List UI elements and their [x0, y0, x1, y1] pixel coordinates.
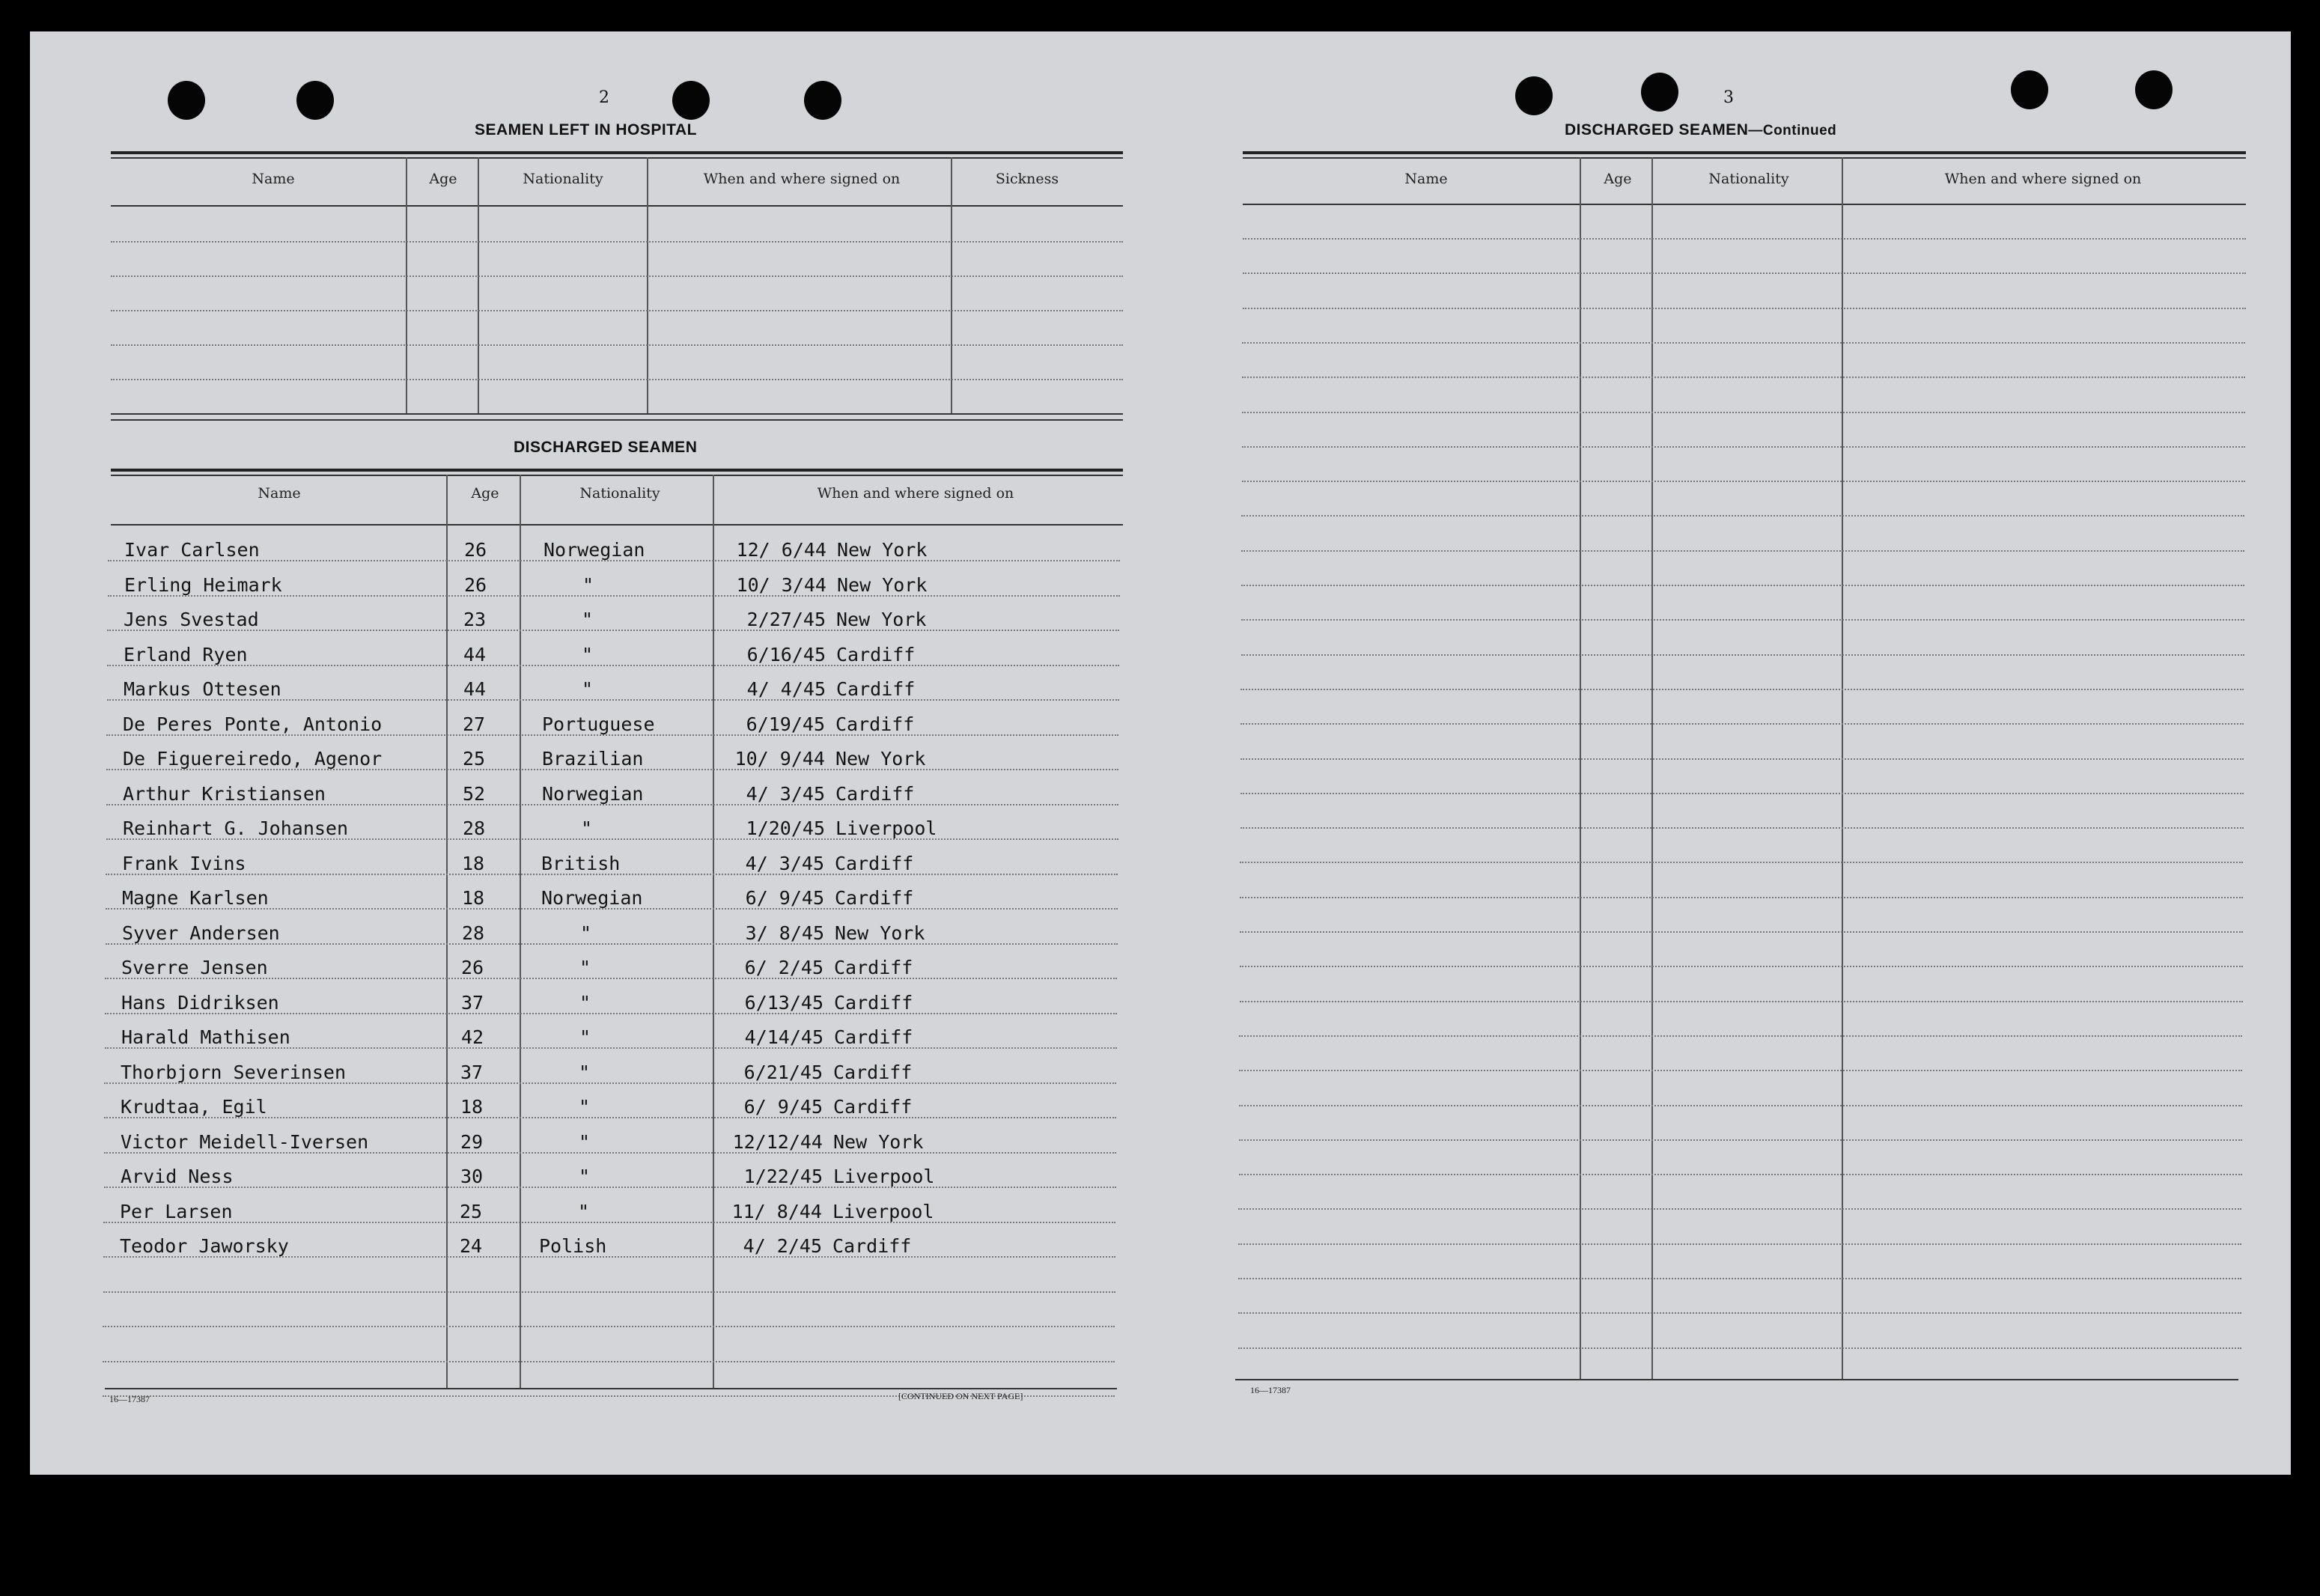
seaman-age: 44: [463, 644, 487, 665]
seaman-name: Krudtaa, Egil: [121, 1096, 267, 1118]
row-line: [1239, 1174, 2242, 1175]
seaman-age: 29: [460, 1131, 484, 1153]
seaman-name: Harald Mathisen: [121, 1026, 290, 1048]
seaman-name: Jens Svestad: [124, 609, 259, 630]
seaman-nationality: British: [541, 853, 621, 874]
row-line: [1239, 1070, 2242, 1071]
seaman-nationality: Norwegian: [542, 783, 644, 805]
hospital-col-sickness: Sickness: [995, 171, 1059, 187]
seaman-name: Hans Didriksen: [121, 992, 279, 1014]
row-line: [1240, 827, 2244, 829]
seaman-signed-date: 3/ 8/45: [745, 922, 824, 944]
seaman-nationality: ": [582, 644, 594, 665]
seaman-name: Syver Andersen: [122, 922, 280, 944]
seaman-nationality: ": [579, 1166, 591, 1187]
continued-col-age: Age: [1604, 171, 1632, 187]
punch-hole: [2135, 70, 2173, 109]
seaman-name: Arvid Ness: [121, 1166, 234, 1187]
seaman-nationality: ": [578, 1201, 590, 1222]
seaman-age: 37: [460, 1062, 484, 1083]
punch-hole: [1515, 76, 1553, 115]
discharged-col-age: Age: [471, 485, 499, 502]
punch-hole: [168, 81, 205, 120]
seaman-age: 28: [463, 817, 486, 839]
seaman-signed-date: 10/ 3/44: [736, 574, 826, 596]
seaman-signed-date: 6/ 2/45: [744, 957, 823, 978]
discharged-col-nationality: Nationality: [579, 485, 660, 502]
seaman-age: 30: [460, 1166, 484, 1187]
seaman-signed-place: Liverpool: [833, 1166, 935, 1187]
seaman-signed-place: New York: [837, 539, 928, 561]
seaman-signed-date: 4/ 3/45: [746, 783, 825, 805]
row-line: [1240, 723, 2244, 725]
seaman-signed-date: 6/ 9/45: [745, 887, 824, 909]
row-line: [1242, 481, 2245, 482]
seaman-nationality: ": [579, 1131, 591, 1153]
row-line: [1239, 1035, 2242, 1037]
row-line: [1240, 758, 2244, 760]
seaman-signed-date: 6/13/45: [744, 992, 823, 1014]
continued-col-signed-on: When and where signed on: [1944, 171, 2142, 187]
document-sheet: [30, 31, 2291, 1475]
seaman-nationality: ": [581, 817, 593, 839]
row-line: [1239, 1105, 2242, 1106]
seaman-nationality: ": [579, 1062, 591, 1083]
seaman-name: Thorbjorn Severinsen: [121, 1062, 347, 1083]
seaman-signed-date: 10/ 9/44: [734, 748, 825, 770]
seaman-name: Magne Karlsen: [122, 887, 269, 909]
row-line: [1241, 654, 2244, 656]
seaman-nationality: ": [582, 574, 594, 596]
seaman-name: Victor Meidell-Iversen: [121, 1131, 369, 1153]
hospital-col-nationality: Nationality: [523, 171, 603, 187]
seaman-signed-date: 12/12/44: [732, 1131, 823, 1153]
seaman-nationality: Portuguese: [542, 713, 655, 735]
row-line: [1238, 1278, 2241, 1279]
row-line: [1242, 446, 2245, 448]
page-number: 3: [1723, 88, 1734, 107]
row-line: [1240, 931, 2243, 933]
hospital-col-signed-on: When and where signed on: [703, 171, 901, 187]
seaman-signed-date: 4/ 4/45: [746, 678, 826, 700]
seaman-age: 18: [460, 1096, 484, 1118]
punch-hole: [804, 81, 841, 120]
row-line: [1240, 862, 2243, 863]
row-line: [1240, 689, 2244, 690]
row-line: [1241, 550, 2244, 552]
seaman-nationality: Polish: [539, 1235, 607, 1257]
seaman-nationality: ": [579, 957, 591, 978]
seaman-age: 42: [461, 1026, 484, 1048]
seaman-signed-date: 6/19/45: [746, 713, 825, 735]
row-line: [1241, 619, 2244, 621]
seaman-signed-place: Cardiff: [835, 713, 915, 735]
seaman-signed-place: Cardiff: [832, 1235, 912, 1257]
seaman-signed-place: New York: [833, 1131, 924, 1153]
punch-hole: [2011, 70, 2048, 109]
seaman-signed-date: 1/22/45: [743, 1166, 823, 1187]
seaman-nationality: ": [579, 1026, 591, 1048]
row-line: [1238, 1208, 2241, 1210]
seaman-name: Teodor Jaworsky: [120, 1235, 289, 1257]
seaman-age: 37: [461, 992, 484, 1014]
row-line: [1241, 585, 2244, 586]
row-line: [103, 1222, 1115, 1223]
seaman-age: 26: [464, 539, 487, 561]
discharged-col-signed-on: When and where signed on: [817, 485, 1014, 502]
seaman-signed-date: 6/ 9/45: [743, 1096, 823, 1118]
seaman-name: Erling Heimark: [124, 574, 282, 596]
continued-title-suffix: —Continued: [1748, 123, 1837, 138]
row-line: [104, 1187, 1116, 1188]
seaman-signed-place: Cardiff: [835, 783, 915, 805]
seaman-signed-place: New York: [835, 922, 925, 944]
continued-col-nationality: Nationality: [1708, 171, 1789, 187]
hospital-col-age: Age: [429, 171, 457, 187]
seaman-nationality: ": [582, 678, 594, 700]
hospital-col-name: Name: [252, 171, 295, 187]
seaman-signed-place: Liverpool: [832, 1201, 934, 1222]
row-line: [103, 1361, 1115, 1362]
row-line: [1241, 515, 2244, 517]
row-line: [1243, 308, 2246, 309]
punch-hole: [296, 81, 334, 120]
seaman-signed-place: Cardiff: [833, 1062, 913, 1083]
seaman-signed-place: Cardiff: [834, 992, 913, 1014]
seaman-name: Reinhart G. Johansen: [123, 817, 349, 839]
row-line: [1238, 1243, 2241, 1245]
seaman-name: Per Larsen: [120, 1201, 233, 1222]
discharged-section-title: DISCHARGED SEAMEN: [514, 439, 698, 456]
seaman-age: 25: [460, 1201, 483, 1222]
seaman-nationality: Norwegian: [544, 539, 645, 561]
seaman-signed-date: 6/16/45: [746, 644, 826, 665]
discharged-col-name: Name: [258, 485, 301, 502]
seaman-age: 26: [464, 574, 487, 596]
row-line: [107, 630, 1119, 631]
continued-section-title: [1565, 121, 1836, 139]
seaman-age: 44: [463, 678, 487, 700]
seaman-signed-date: 4/ 3/45: [745, 853, 824, 874]
seaman-age: 23: [463, 609, 487, 630]
row-line: [1242, 342, 2245, 344]
row-line: [1240, 1001, 2243, 1002]
page-number: 2: [599, 88, 609, 107]
seaman-signed-place: Cardiff: [836, 644, 916, 665]
seaman-age: 25: [463, 748, 486, 770]
row-line: [1238, 1312, 2241, 1314]
seaman-name: Arthur Kristiansen: [123, 783, 326, 805]
row-line: [1243, 272, 2246, 274]
row-line: [1240, 793, 2244, 794]
continued-col-name: Name: [1404, 171, 1448, 187]
form-number: 16—17387: [109, 1394, 150, 1404]
seaman-signed-date: 6/21/45: [743, 1062, 823, 1083]
continued-title-main: DISCHARGED SEAMEN: [1565, 121, 1749, 138]
seaman-age: 24: [460, 1235, 483, 1257]
seaman-signed-date: 1/20/45: [746, 817, 825, 839]
punch-hole: [1641, 73, 1678, 112]
row-line: [103, 1326, 1115, 1327]
seaman-signed-place: New York: [837, 574, 928, 596]
row-line: [1242, 412, 2245, 413]
seaman-signed-place: Cardiff: [834, 957, 913, 978]
seaman-nationality: ": [579, 992, 591, 1014]
row-line: [1243, 238, 2246, 240]
seaman-signed-place: Liverpool: [835, 817, 937, 839]
hospital-section-title: SEAMEN LEFT IN HOSPITAL: [475, 121, 697, 138]
row-line: [1239, 1139, 2242, 1141]
seaman-signed-place: Cardiff: [834, 1026, 913, 1048]
seaman-age: 27: [463, 713, 486, 735]
seaman-name: Sverre Jensen: [121, 957, 268, 978]
seaman-signed-place: Cardiff: [836, 678, 916, 700]
row-line: [1240, 966, 2243, 967]
seaman-name: Erland Ryen: [124, 644, 248, 665]
continued-note: [CONTINUED ON NEXT PAGE]: [898, 1391, 1023, 1401]
row-line: [103, 1291, 1115, 1293]
seaman-signed-date: 2/27/45: [746, 609, 826, 630]
seaman-age: 18: [462, 853, 485, 874]
seaman-name: De Figuereiredo, Agenor: [123, 748, 383, 770]
seaman-name: De Peres Ponte, Antonio: [123, 713, 383, 735]
row-line: [107, 665, 1119, 666]
seaman-signed-place: Cardiff: [833, 1096, 913, 1118]
seaman-age: 26: [461, 957, 484, 978]
seaman-signed-date: 11/ 8/44: [731, 1201, 822, 1222]
seaman-age: 18: [462, 887, 485, 909]
seaman-nationality: Brazilian: [542, 748, 644, 770]
row-line: [1240, 897, 2243, 898]
seaman-signed-place: New York: [836, 609, 927, 630]
row-line: [1238, 1347, 2241, 1349]
seaman-signed-place: Cardiff: [835, 853, 914, 874]
seaman-nationality: ": [582, 609, 594, 630]
seaman-signed-date: 4/14/45: [744, 1026, 823, 1048]
seaman-nationality: Norwegian: [541, 887, 643, 909]
seaman-signed-place: New York: [835, 748, 926, 770]
seaman-name: Frank Ivins: [122, 853, 246, 874]
row-line: [1242, 377, 2245, 378]
form-number: 16—17387: [1250, 1385, 1291, 1395]
punch-hole: [672, 81, 710, 120]
seaman-signed-date: 12/ 6/44: [736, 539, 826, 561]
seaman-name: Markus Ottesen: [124, 678, 281, 700]
seaman-nationality: ": [580, 922, 592, 944]
seaman-name: Ivar Carlsen: [124, 539, 260, 561]
seaman-nationality: ": [579, 1096, 591, 1118]
seaman-age: 28: [462, 922, 485, 944]
seaman-age: 52: [463, 783, 486, 805]
seaman-signed-date: 4/ 2/45: [743, 1235, 822, 1257]
seaman-signed-place: Cardiff: [835, 887, 914, 909]
